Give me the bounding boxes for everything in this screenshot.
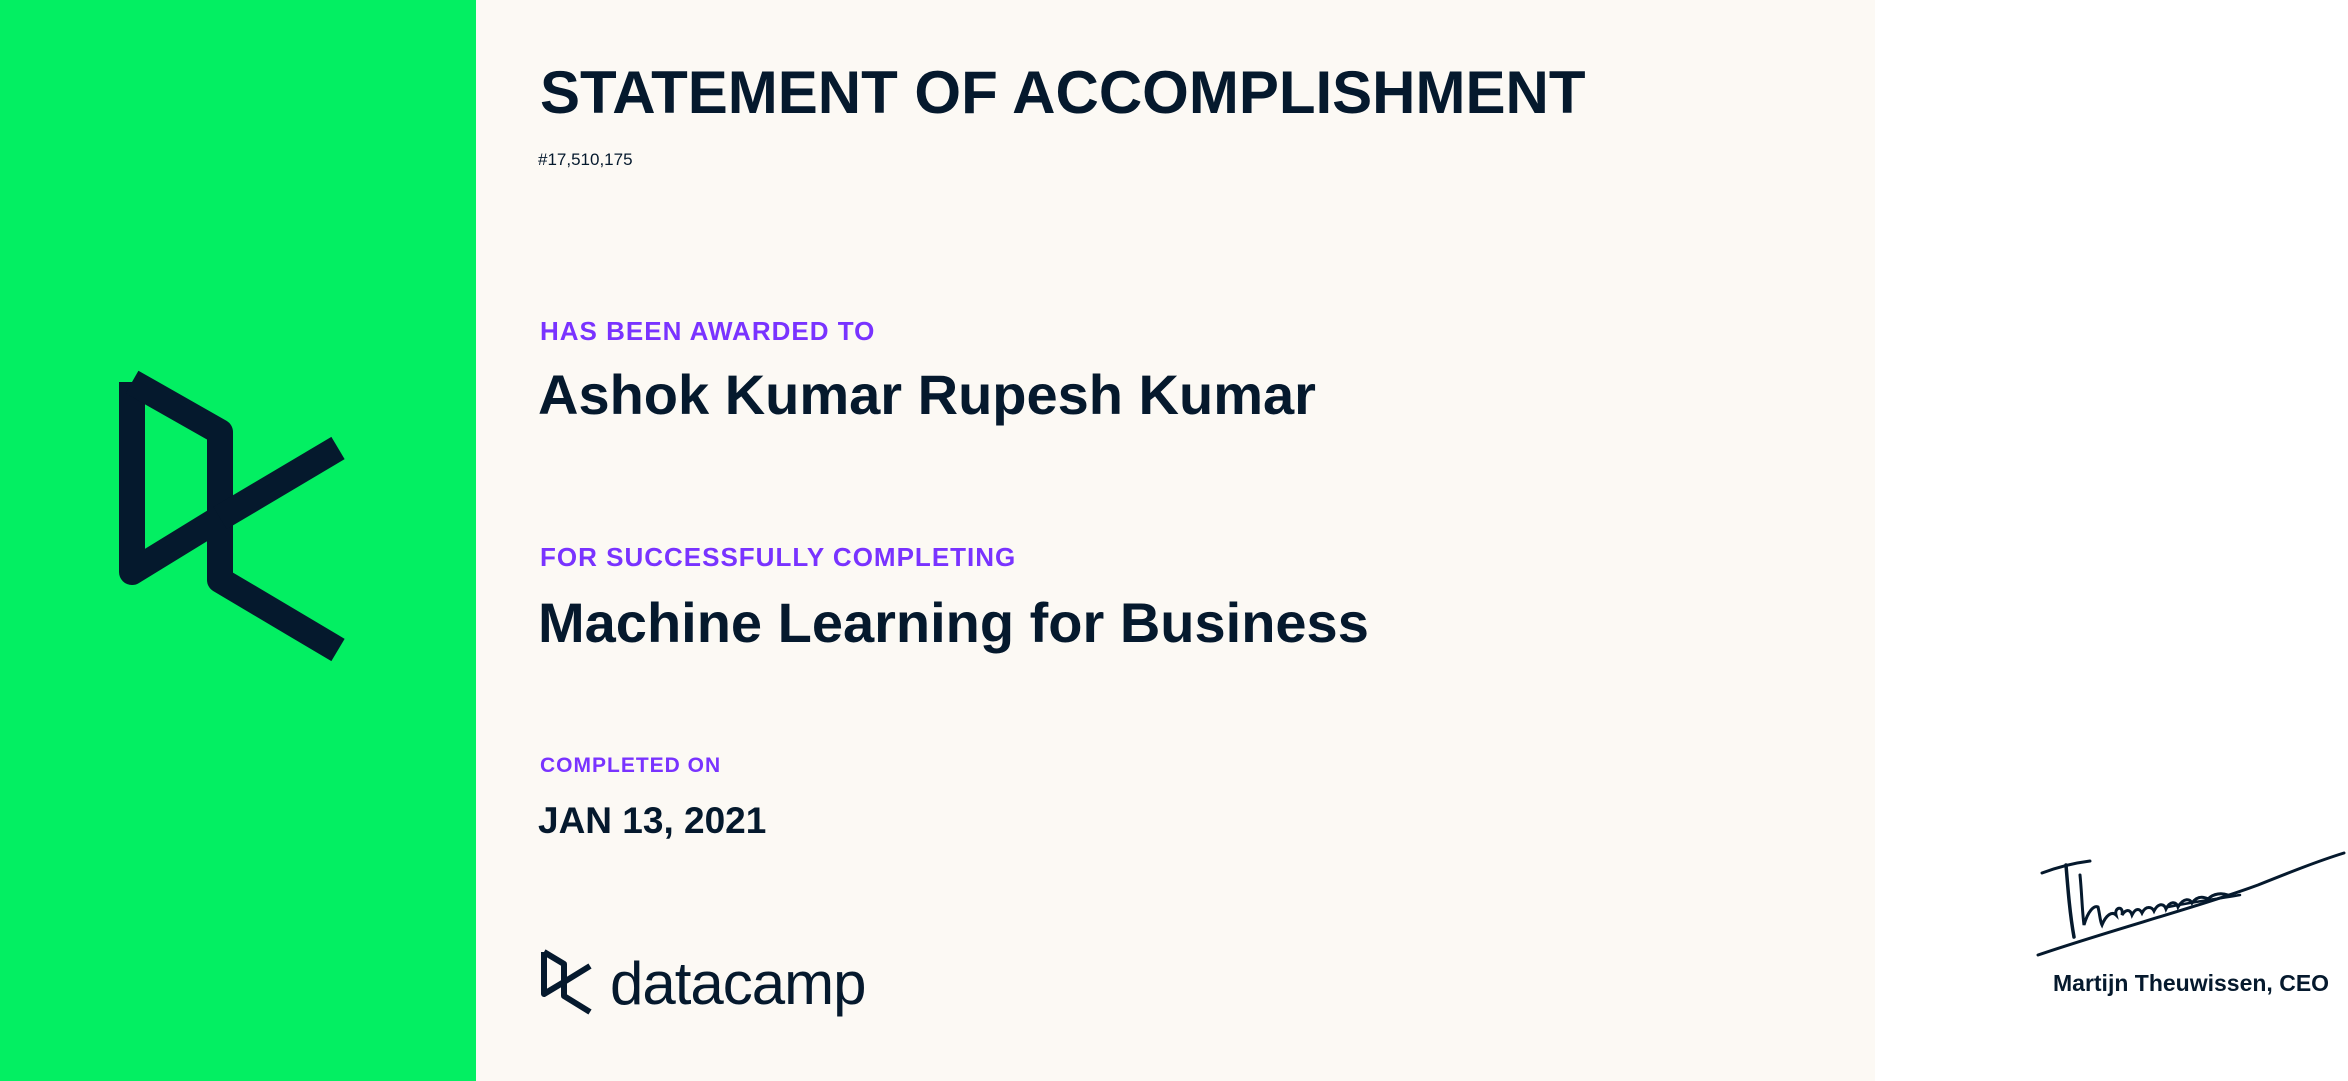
course-name: Machine Learning for Business (538, 591, 1369, 654)
brand-wordmark: datacamp (610, 950, 866, 1017)
datacamp-logo-icon (538, 946, 596, 1022)
completed-label: COMPLETED ON (540, 754, 722, 777)
green-side-panel (0, 0, 476, 1081)
completion-date: JAN 13, 2021 (538, 800, 767, 841)
datacamp-brand (538, 944, 866, 1024)
certificate-id: #17,510,175 (538, 150, 633, 169)
recipient-name: Ashok Kumar Rupesh Kumar (538, 363, 1316, 426)
awarded-label: HAS BEEN AWARDED TO (540, 316, 876, 346)
course-label: FOR SUCCESSFULLY COMPLETING (540, 542, 1017, 572)
certificate-title: STATEMENT OF ACCOMPLISHMENT (540, 59, 1586, 126)
datacamp-large-logo-icon (110, 360, 370, 690)
signature-block (2018, 815, 2348, 1015)
signer-name: Martijn Theuwissen, CEO (2053, 970, 2330, 996)
signature-image (2018, 815, 2348, 965)
certificate-content (538, 0, 2330, 1081)
